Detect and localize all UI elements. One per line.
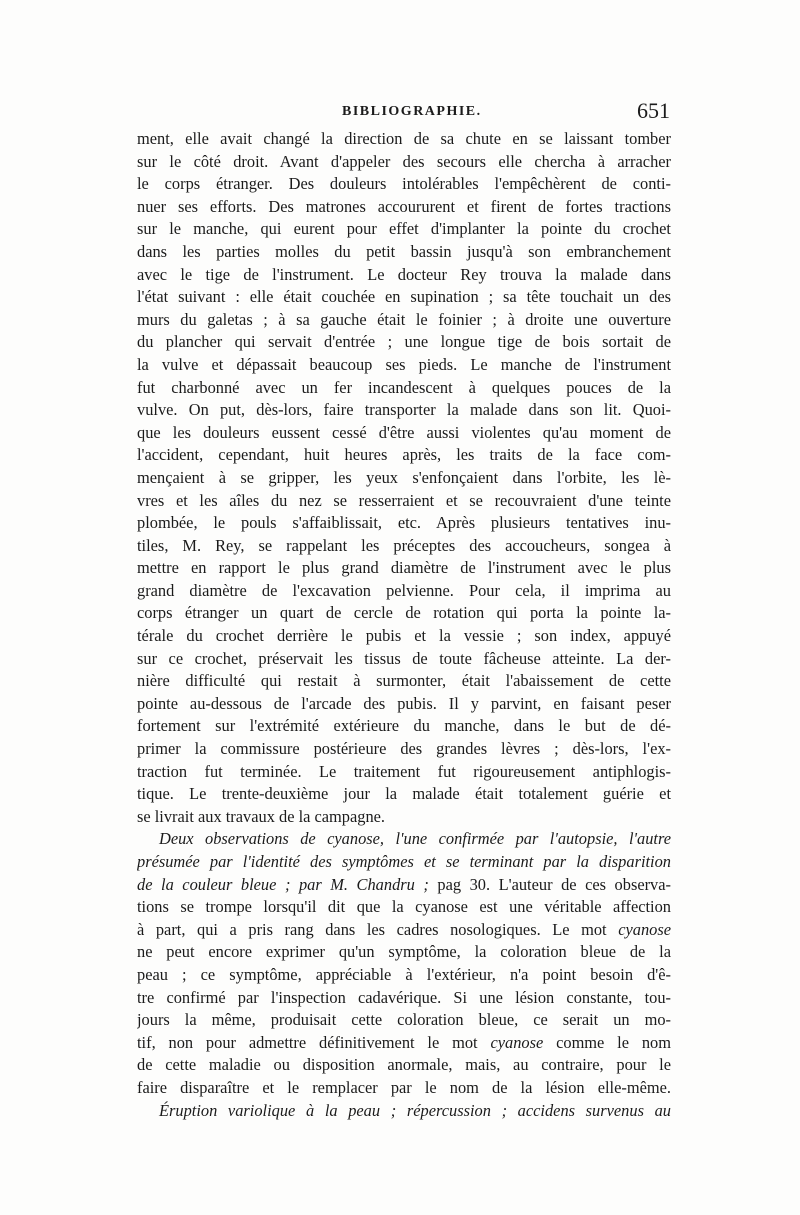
text-line: fut charbonné avec un fer incandescent à quelques pouces de la [137,377,671,397]
text-line: grand diamètre de l'excavation pelvienne. Pour cela, il imprima au [137,580,671,600]
text-line: l'accident, cependant, huit heures après, les traits de la face com- [137,445,671,465]
text-line: faire disparaître et le remplacer par le nom de la lésion elle-même. [137,1077,671,1097]
entry-title: Deux observations de cyanose, l'une confirmée par l'autopsie, l'autre [159,829,671,849]
text-line: sur le manche, qui eurent pour effet d'implanter la pointe du crochet [137,219,671,239]
paragraph-cyanose-review [137,828,671,1099]
text-line: mettre en rapport le plus grand diamètre de l'instrument avec le plus [137,558,671,578]
text-fragment: tif, non pour admettre définitivement le mot [137,1032,478,1052]
text-line: fortement sur l'extrémité extérieure du manche, dans le but de dé- [137,716,671,736]
text-line: vres et les aîles du nez se resserraient et se recouvraient d'une teinte [137,490,671,510]
paragraph-variola-review [137,1100,671,1123]
text-line: se livrait aux travaux de la campagne. [137,806,386,826]
text-line [137,919,671,942]
text-line: sur ce crochet, préservait les tissus de toute fâcheuse atteinte. La der- [137,648,671,668]
page-header [130,98,670,128]
term-cyanose: cyanose [618,919,671,939]
entry-title-line [137,851,671,874]
text-line [137,1032,671,1055]
entry-pagination: pag 30. L'auteur de ces observa- [428,874,671,894]
text-line: le corps étranger. Des douleurs intolérables l'empêchèrent de conti- [137,174,671,194]
text-line: jours la même, produisait cette coloration bleue, ce serait un mo- [137,1010,671,1030]
text-fragment: à part, qui a pris rang dans les cadres nosologiques. Le mot [137,919,607,939]
text-line: peau ; ce symptôme, appréciable à l'extérieur, n'a point besoin d'ê- [137,964,671,984]
text-line: avec le tige de l'instrument. Le docteur Rey trouva la malade dans [137,264,671,284]
paragraph-case-report [137,128,671,828]
entry-title: Éruption variolique à la peau ; répercussion ; accidens survenus au [159,1100,671,1120]
text-line: traction fut terminée. Le traitement fut rigoureusement antiphlogis- [137,761,671,781]
term-cyanose: cyanose [490,1032,544,1052]
text-line: mençaient à se gripper, les yeux s'enfonçaient dans l'orbite, les lè- [137,467,671,487]
text-line: pointe au-dessous de l'arcade des pubis. Il y parvint, en faisant peser [137,693,671,713]
text-line: la vulve et dépassait beaucoup ses pieds. Le manche de l'instrument [137,354,671,374]
text-line: murs du galetas ; à sa gauche était le foinier ; à droite une ouverture [137,309,671,329]
text-line: dans les parties molles du petit bassin jusqu'à son embranchement [137,241,671,261]
text-line: ne peut encore exprimer qu'un symptôme, la coloration bleue de la [137,942,671,962]
running-title: BIBLIOGRAPHIE. [342,104,482,119]
entry-title-line [137,828,671,851]
text-line: ment, elle avait changé la direction de sa chute en se laissant tomber [137,129,671,148]
entry-author: de la couleur bleue ; par M. Chandru ; [137,874,429,894]
text-line: nuer ses efforts. Des matrones accoururent et firent de fortes tractions [137,196,671,216]
text-line: térale du crochet derrière le pubis et la vessie ; son index, appuyé [137,626,671,646]
entry-title-line [137,1100,671,1123]
text-line: sur le côté droit. Avant d'appeler des secours elle chercha à arracher [137,151,671,171]
body-text [137,128,671,1122]
text-line: l'état suivant : elle était couchée en supination ; sa tête touchait un des [137,287,671,307]
text-line: de cette maladie ou disposition anormale, mais, au contraire, pour le [137,1055,671,1075]
text-line: tre confirmé par l'inspection cadavérique. Si une lésion constante, tou- [137,987,671,1007]
text-line: tiles, M. Rey, se rappelant les préceptes des accoucheurs, songea à [137,535,671,555]
text-line: vulve. On put, dès-lors, faire transporter la malade dans son lit. Quoi- [137,400,671,420]
text-line: du plancher qui servait d'entrée ; une longue tige de bois sortait de [137,332,671,352]
text-line [137,874,671,897]
text-line: tions se trompe lorsqu'il dit que la cyanose est une véritable affection [137,897,671,917]
text-line: nière difficulté qui restait à surmonter, était l'abaissement de cette [137,671,671,691]
text-line: primer la commissure postérieure des grandes lèvres ; dès-lors, l'ex- [137,739,671,759]
text-fragment: comme le nom [543,1032,671,1052]
entry-title: présumée par l'identité des symptômes et se terminant par la disparition [137,852,671,871]
text-line: corps étranger un quart de cercle de rotation qui porta la pointe la- [137,603,671,623]
page-number: 651 [637,98,670,123]
text-line: tique. Le trente-deuxième jour la malade était totalement guérie et [137,784,671,804]
text-line: plombée, le pouls s'affaiblissait, etc. Après plusieurs tentatives inu- [137,513,671,533]
text-line: que les douleurs eussent cessé d'être aussi violentes qu'au moment de [137,422,671,442]
